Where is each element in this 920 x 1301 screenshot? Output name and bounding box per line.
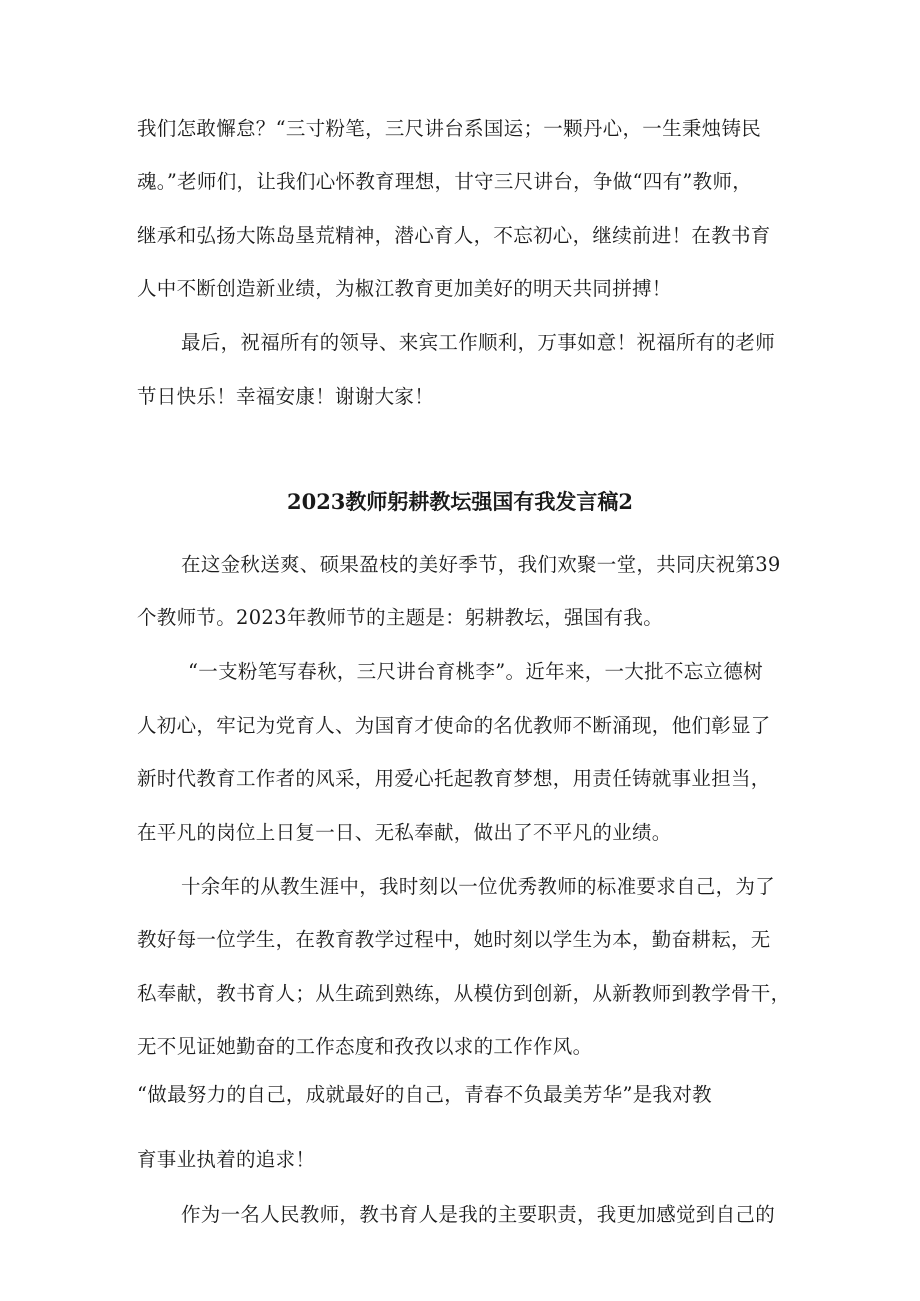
- paragraph-line: “做最努力的自己，成就最好的自己，青春不负最美芳华”是我对教: [137, 1083, 712, 1106]
- paragraph-line: 育事业执着的追求！: [137, 1148, 316, 1171]
- section-title: 2023教师躬耕教坛强国有我发言稿2: [286, 489, 634, 514]
- paragraph-line: 作为一名人民教师，教书育人是我的主要职责，我更加感觉到自己的: [181, 1203, 776, 1226]
- paragraph-line: 魂。”老师们，让我们心怀教育理想，甘守三尺讲台，争做“四有”教师，: [137, 170, 753, 193]
- paragraph-line: 在这金秋送爽、硕果盈枝的美好季节，我们欢聚一堂，共同庆祝第39: [181, 553, 781, 576]
- paragraph-line: 在平凡的岗位上日复一日、无私奉献，做出了不平凡的业绩。: [137, 821, 672, 844]
- paragraph-line: 人中不断创造新业绩，为椒江教育更加美好的明天共同拼搏！: [137, 277, 672, 300]
- paragraph-line: 人初心，牢记为党育人、为国育才使命的名优教师不断涌现，他们彰显了: [137, 714, 771, 737]
- paragraph-line: 我们怎敢懈怠？“三寸粉笔，三尺讲台系国运；一颗丹心，一生秉烛铸民: [137, 117, 762, 140]
- paragraph-line: 十余年的从教生涯中，我时刻以一位优秀教师的标准要求自己，为了: [181, 875, 776, 898]
- paragraph-line: 私奉献，教书育人；从生疏到熟练，从模仿到创新，从新教师到教学骨干，: [137, 982, 791, 1005]
- paragraph-line: 新时代教育工作者的风采，用爱心托起教育梦想，用责任铸就事业担当，: [137, 767, 771, 790]
- paragraph-line: 最后，祝福所有的领导、来宾工作顺利，万事如意！祝福所有的老师: [181, 331, 776, 354]
- paragraph-line: 无不见证她勤奋的工作态度和孜孜以求的工作作风。: [137, 1035, 593, 1058]
- paragraph-line: 教好每一位学生，在教育教学过程中，她时刻以学生为本，勤奋耕耘，无: [137, 928, 771, 951]
- paragraph-line: 个教师节。2023年教师节的主题是：躬耕教坛，强国有我。: [137, 606, 664, 629]
- paragraph-line: 继承和弘扬大陈岛垦荒精神，潜心育人，不忘初心，继续前进！在教书育: [137, 224, 771, 247]
- paragraph-line: 节日快乐！幸福安康！谢谢大家！: [137, 385, 435, 408]
- paragraph-line: “一支粉笔写春秋，三尺讲台育桃李”。近年来，一大批不忘立德树: [188, 660, 763, 683]
